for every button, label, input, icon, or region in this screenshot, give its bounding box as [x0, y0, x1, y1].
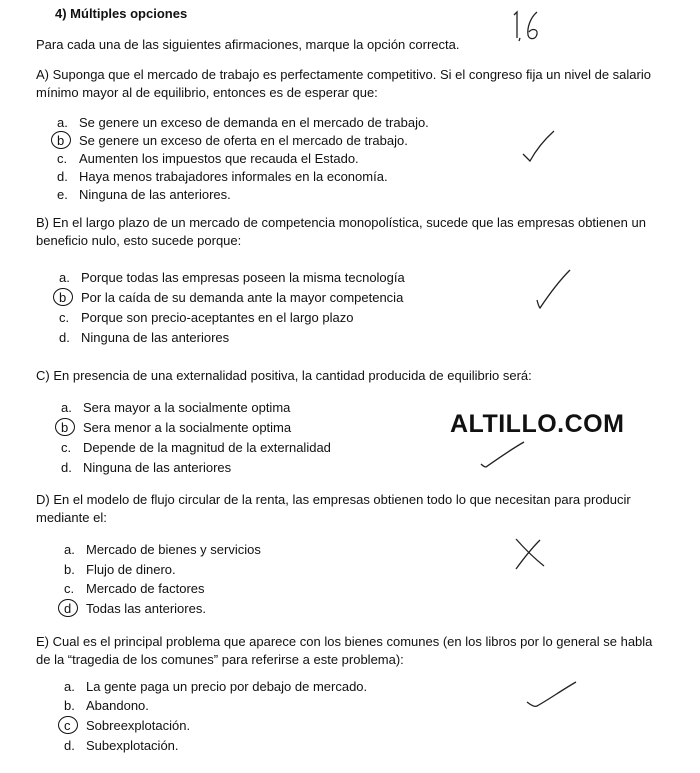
handwritten-score	[508, 8, 548, 44]
option-letter: a.	[59, 270, 70, 285]
option-c-a[interactable]	[61, 399, 290, 417]
option-c-b[interactable]	[61, 419, 291, 437]
option-letter: c.	[57, 151, 68, 166]
option-text: Haya menos trabajadores informales en la economía.	[79, 169, 388, 184]
selected-circle	[55, 418, 75, 436]
option-text: Ninguna de las anteriores.	[79, 187, 231, 202]
watermark-logo: ALTILLO.COM	[450, 410, 625, 438]
option-a-e[interactable]	[57, 186, 231, 204]
option-a-d[interactable]	[57, 168, 388, 186]
option-text: Mercado de bienes y servicios	[86, 542, 261, 557]
option-text: Sera menor a la socialmente optima	[83, 420, 292, 435]
option-text: Subexplotación.	[86, 738, 179, 753]
question-b-text: B) En el largo plazo de un mercado de competencia monopolística, sucede que las empresas obtienen un beneficio nulo, esto sucede porque:	[36, 215, 646, 248]
option-letter: d.	[59, 330, 70, 345]
option-e-a[interactable]	[64, 678, 367, 696]
option-e-b[interactable]	[64, 697, 149, 715]
option-text: Depende de la magnitud de la externalidad	[83, 440, 331, 455]
option-c-c[interactable]	[61, 439, 331, 457]
option-letter: b	[57, 133, 65, 148]
option-text: Sobreexplotación.	[86, 718, 191, 733]
check-mark-icon	[478, 440, 528, 470]
option-letter: d.	[61, 460, 72, 475]
check-mark-icon	[524, 680, 580, 710]
option-letter: c.	[59, 310, 70, 325]
option-d-b[interactable]	[64, 561, 176, 579]
option-letter: d.	[64, 738, 75, 753]
option-letter: a.	[64, 679, 75, 694]
option-text: Ninguna de las anteriores	[81, 330, 230, 345]
option-text: La gente paga un precio por debajo de mercado.	[86, 679, 368, 694]
option-text: Porque todas las empresas poseen la misma tecnología	[81, 270, 405, 285]
option-b-d[interactable]	[59, 329, 229, 347]
option-text: Abandono.	[86, 698, 149, 713]
option-a-b[interactable]	[57, 132, 408, 150]
selected-circle	[58, 599, 78, 617]
option-d-d[interactable]	[64, 600, 206, 618]
cross-mark-icon	[510, 536, 550, 572]
option-text: Se genere un exceso de demanda en el mercado de trabajo.	[79, 115, 429, 130]
option-letter: b	[59, 290, 67, 305]
option-letter: c.	[61, 440, 72, 455]
question-e-text: E) Cual es el principal problema que aparece con los bienes comunes (en los libros por lo general se habla de la “tragedia de los comunes” para referirse a este problema):	[36, 634, 653, 667]
option-letter: c.	[64, 581, 75, 596]
option-e-c[interactable]	[64, 717, 190, 735]
option-letter: b.	[64, 698, 75, 713]
option-text: Ninguna de las anteriores	[83, 460, 232, 475]
option-letter: d.	[57, 169, 68, 184]
option-d-a[interactable]	[64, 541, 261, 559]
option-letter: c	[64, 718, 71, 733]
option-letter: a.	[64, 542, 75, 557]
option-text: Mercado de factores	[86, 581, 205, 596]
option-d-c[interactable]	[64, 580, 205, 598]
question-a-text: A) Suponga que el mercado de trabajo es perfectamente competitivo. Si el congreso fija un nivel de salario mínimo mayor al de equilibrio, entonces es de esperar que:	[36, 67, 651, 100]
option-text: Sera mayor a la socialmente optima	[83, 400, 291, 415]
question-d-text: D) En el modelo de flujo circular de la renta, las empresas obtienen todo lo que necesitan para producir mediante el:	[36, 492, 631, 525]
selected-circle	[58, 716, 78, 734]
option-text: Flujo de dinero.	[86, 562, 176, 577]
option-text: Por la caída de su demanda ante la mayor competencia	[81, 290, 404, 305]
option-text: Todas las anteriores.	[86, 601, 206, 616]
option-letter: b	[61, 420, 69, 435]
option-b-c[interactable]	[59, 309, 353, 327]
check-mark-icon	[534, 268, 574, 312]
option-text: Aumenten los impuestos que recauda el Estado.	[79, 151, 359, 166]
option-letter: e.	[57, 187, 68, 202]
option-b-a[interactable]	[59, 269, 405, 287]
option-letter: d	[64, 601, 72, 616]
option-a-c[interactable]	[57, 150, 359, 168]
option-letter: b.	[64, 562, 75, 577]
option-text: Se genere un exceso de oferta en el mercado de trabajo.	[79, 133, 408, 148]
section-title: 4) Múltiples opciones	[55, 6, 188, 21]
option-letter: a.	[57, 115, 68, 130]
selected-circle	[51, 131, 71, 149]
option-letter: a.	[61, 400, 72, 415]
option-b-b[interactable]	[59, 289, 403, 307]
check-mark-icon	[520, 128, 560, 164]
instructions: Para cada una de las siguientes afirmaciones, marque la opción correcta.	[36, 37, 460, 52]
selected-circle	[53, 288, 73, 306]
option-a-a[interactable]	[57, 114, 429, 132]
option-c-d[interactable]	[61, 459, 231, 477]
option-e-d[interactable]	[64, 737, 179, 755]
option-text: Porque son precio-aceptantes en el largo plazo	[81, 310, 354, 325]
question-c-text: C) En presencia de una externalidad positiva, la cantidad producida de equilibrio será:	[36, 368, 532, 383]
